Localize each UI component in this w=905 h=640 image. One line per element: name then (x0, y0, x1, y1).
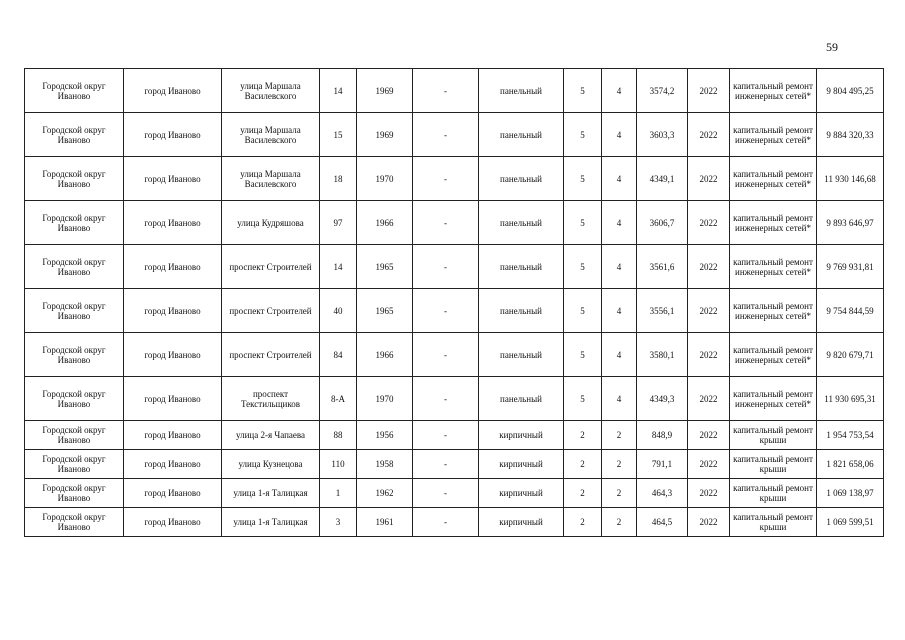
district-cell: Городской округ Иваново (25, 201, 124, 245)
cost-cell: 9 804 495,25 (817, 69, 884, 113)
floors-cell: 2 (564, 479, 602, 508)
entrances-cell: 4 (602, 157, 637, 201)
work-type-cell: капитальный ремонт инженерных сетей* (730, 201, 817, 245)
wall-material-cell: панельный (479, 289, 564, 333)
table-row (25, 245, 884, 289)
cost-cell: 1 069 599,51 (817, 508, 884, 537)
cost-cell: 1 821 658,06 (817, 450, 884, 479)
plan-year-cell: 2022 (688, 157, 730, 201)
build-year-cell: 1958 (357, 450, 413, 479)
cost-cell: 9 820 679,71 (817, 333, 884, 377)
entrances-cell: 4 (602, 245, 637, 289)
plan-year-cell: 2022 (688, 508, 730, 537)
table-row (25, 450, 884, 479)
build-year-cell: 1961 (357, 508, 413, 537)
work-type-cell: капитальный ремонт инженерных сетей* (730, 157, 817, 201)
work-type-cell: капитальный ремонт крыши (730, 450, 817, 479)
wall-material-cell: кирпичный (479, 479, 564, 508)
plan-year-cell: 2022 (688, 421, 730, 450)
work-type-cell: капитальный ремонт инженерных сетей* (730, 113, 817, 157)
work-type-cell: капитальный ремонт инженерных сетей* (730, 245, 817, 289)
empty-value-cell: - (413, 421, 479, 450)
build-year-cell: 1966 (357, 333, 413, 377)
entrances-cell: 2 (602, 450, 637, 479)
empty-value-cell: - (413, 157, 479, 201)
district-cell: Городской округ Иваново (25, 113, 124, 157)
city-cell: город Иваново (124, 113, 222, 157)
city-cell: город Иваново (124, 450, 222, 479)
work-type-cell: капитальный ремонт крыши (730, 508, 817, 537)
plan-year-cell: 2022 (688, 333, 730, 377)
table-row (25, 421, 884, 450)
build-year-cell: 1969 (357, 113, 413, 157)
empty-value-cell: - (413, 479, 479, 508)
wall-material-cell: панельный (479, 245, 564, 289)
district-cell: Городской округ Иваново (25, 157, 124, 201)
plan-year-cell: 2022 (688, 450, 730, 479)
district-cell: Городской округ Иваново (25, 69, 124, 113)
city-cell: город Иваново (124, 333, 222, 377)
house-number-cell: 84 (320, 333, 357, 377)
district-cell: Городской округ Иваново (25, 450, 124, 479)
table-row (25, 201, 884, 245)
floors-cell: 5 (564, 201, 602, 245)
floors-cell: 5 (564, 157, 602, 201)
area-cell: 791,1 (637, 450, 688, 479)
floors-cell: 5 (564, 245, 602, 289)
area-cell: 4349,1 (637, 157, 688, 201)
city-cell: город Иваново (124, 201, 222, 245)
district-cell: Городской округ Иваново (25, 377, 124, 421)
street-cell: улица Маршала Василевского (222, 69, 320, 113)
empty-value-cell: - (413, 450, 479, 479)
build-year-cell: 1962 (357, 479, 413, 508)
area-cell: 464,3 (637, 479, 688, 508)
city-cell: город Иваново (124, 508, 222, 537)
city-cell: город Иваново (124, 421, 222, 450)
entrances-cell: 4 (602, 113, 637, 157)
plan-year-cell: 2022 (688, 201, 730, 245)
street-cell: улица Кудряшова (222, 201, 320, 245)
build-year-cell: 1965 (357, 289, 413, 333)
table-row (25, 69, 884, 113)
house-number-cell: 14 (320, 245, 357, 289)
street-cell: улица Маршала Василевского (222, 157, 320, 201)
street-cell: проспект Текстильщиков (222, 377, 320, 421)
wall-material-cell: панельный (479, 201, 564, 245)
plan-year-cell: 2022 (688, 69, 730, 113)
cost-cell: 9 754 844,59 (817, 289, 884, 333)
entrances-cell: 2 (602, 479, 637, 508)
build-year-cell: 1970 (357, 157, 413, 201)
area-cell: 3603,3 (637, 113, 688, 157)
street-cell: улица 1-я Талицкая (222, 479, 320, 508)
city-cell: город Иваново (124, 245, 222, 289)
table-row (25, 479, 884, 508)
empty-value-cell: - (413, 333, 479, 377)
floors-cell: 5 (564, 69, 602, 113)
house-number-cell: 97 (320, 201, 357, 245)
cost-cell: 1 069 138,97 (817, 479, 884, 508)
district-cell: Городской округ Иваново (25, 289, 124, 333)
build-year-cell: 1969 (357, 69, 413, 113)
house-number-cell: 1 (320, 479, 357, 508)
house-number-cell: 40 (320, 289, 357, 333)
city-cell: город Иваново (124, 377, 222, 421)
area-cell: 848,9 (637, 421, 688, 450)
table-row (25, 377, 884, 421)
district-cell: Городской округ Иваново (25, 508, 124, 537)
entrances-cell: 2 (602, 421, 637, 450)
entrances-cell: 4 (602, 377, 637, 421)
wall-material-cell: панельный (479, 69, 564, 113)
entrances-cell: 4 (602, 69, 637, 113)
house-number-cell: 14 (320, 69, 357, 113)
table-row (25, 289, 884, 333)
house-number-cell: 8-А (320, 377, 357, 421)
table-row (25, 508, 884, 537)
entrances-cell: 2 (602, 508, 637, 537)
empty-value-cell: - (413, 69, 479, 113)
city-cell: город Иваново (124, 289, 222, 333)
work-type-cell: капитальный ремонт крыши (730, 421, 817, 450)
street-cell: улица 1-я Талицкая (222, 508, 320, 537)
work-type-cell: капитальный ремонт инженерных сетей* (730, 333, 817, 377)
empty-value-cell: - (413, 113, 479, 157)
area-cell: 3556,1 (637, 289, 688, 333)
wall-material-cell: кирпичный (479, 421, 564, 450)
housing-repair-table (24, 68, 884, 537)
area-cell: 3574,2 (637, 69, 688, 113)
table-row (25, 113, 884, 157)
district-cell: Городской округ Иваново (25, 479, 124, 508)
empty-value-cell: - (413, 289, 479, 333)
work-type-cell: капитальный ремонт инженерных сетей* (730, 377, 817, 421)
street-cell: проспект Строителей (222, 245, 320, 289)
house-number-cell: 18 (320, 157, 357, 201)
floors-cell: 2 (564, 508, 602, 537)
cost-cell: 11 930 695,31 (817, 377, 884, 421)
work-type-cell: капитальный ремонт инженерных сетей* (730, 69, 817, 113)
floors-cell: 2 (564, 450, 602, 479)
cost-cell: 9 884 320,33 (817, 113, 884, 157)
district-cell: Городской округ Иваново (25, 421, 124, 450)
floors-cell: 2 (564, 421, 602, 450)
floors-cell: 5 (564, 113, 602, 157)
house-number-cell: 3 (320, 508, 357, 537)
area-cell: 3561,6 (637, 245, 688, 289)
wall-material-cell: панельный (479, 157, 564, 201)
build-year-cell: 1966 (357, 201, 413, 245)
cost-cell: 9 893 646,97 (817, 201, 884, 245)
district-cell: Городской округ Иваново (25, 333, 124, 377)
area-cell: 3606,7 (637, 201, 688, 245)
plan-year-cell: 2022 (688, 479, 730, 508)
city-cell: город Иваново (124, 479, 222, 508)
plan-year-cell: 2022 (688, 245, 730, 289)
floors-cell: 5 (564, 377, 602, 421)
entrances-cell: 4 (602, 333, 637, 377)
city-cell: город Иваново (124, 157, 222, 201)
table-row (25, 333, 884, 377)
city-cell: город Иваново (124, 69, 222, 113)
build-year-cell: 1965 (357, 245, 413, 289)
area-cell: 464,5 (637, 508, 688, 537)
cost-cell: 1 954 753,54 (817, 421, 884, 450)
entrances-cell: 4 (602, 289, 637, 333)
empty-value-cell: - (413, 508, 479, 537)
district-cell: Городской округ Иваново (25, 245, 124, 289)
floors-cell: 5 (564, 289, 602, 333)
street-cell: проспект Строителей (222, 289, 320, 333)
wall-material-cell: панельный (479, 113, 564, 157)
build-year-cell: 1970 (357, 377, 413, 421)
street-cell: улица 2-я Чапаева (222, 421, 320, 450)
table-row (25, 157, 884, 201)
street-cell: улица Кузнецова (222, 450, 320, 479)
wall-material-cell: кирпичный (479, 508, 564, 537)
work-type-cell: капитальный ремонт инженерных сетей* (730, 289, 817, 333)
build-year-cell: 1956 (357, 421, 413, 450)
wall-material-cell: панельный (479, 377, 564, 421)
cost-cell: 9 769 931,81 (817, 245, 884, 289)
plan-year-cell: 2022 (688, 289, 730, 333)
street-cell: улица Маршала Василевского (222, 113, 320, 157)
plan-year-cell: 2022 (688, 377, 730, 421)
wall-material-cell: панельный (479, 333, 564, 377)
house-number-cell: 15 (320, 113, 357, 157)
street-cell: проспект Строителей (222, 333, 320, 377)
page-number: 59 (826, 40, 838, 54)
area-cell: 3580,1 (637, 333, 688, 377)
empty-value-cell: - (413, 245, 479, 289)
cost-cell: 11 930 146,68 (817, 157, 884, 201)
floors-cell: 5 (564, 333, 602, 377)
house-number-cell: 110 (320, 450, 357, 479)
plan-year-cell: 2022 (688, 113, 730, 157)
empty-value-cell: - (413, 377, 479, 421)
work-type-cell: капитальный ремонт крыши (730, 479, 817, 508)
wall-material-cell: кирпичный (479, 450, 564, 479)
house-number-cell: 88 (320, 421, 357, 450)
empty-value-cell: - (413, 201, 479, 245)
entrances-cell: 4 (602, 201, 637, 245)
area-cell: 4349,3 (637, 377, 688, 421)
